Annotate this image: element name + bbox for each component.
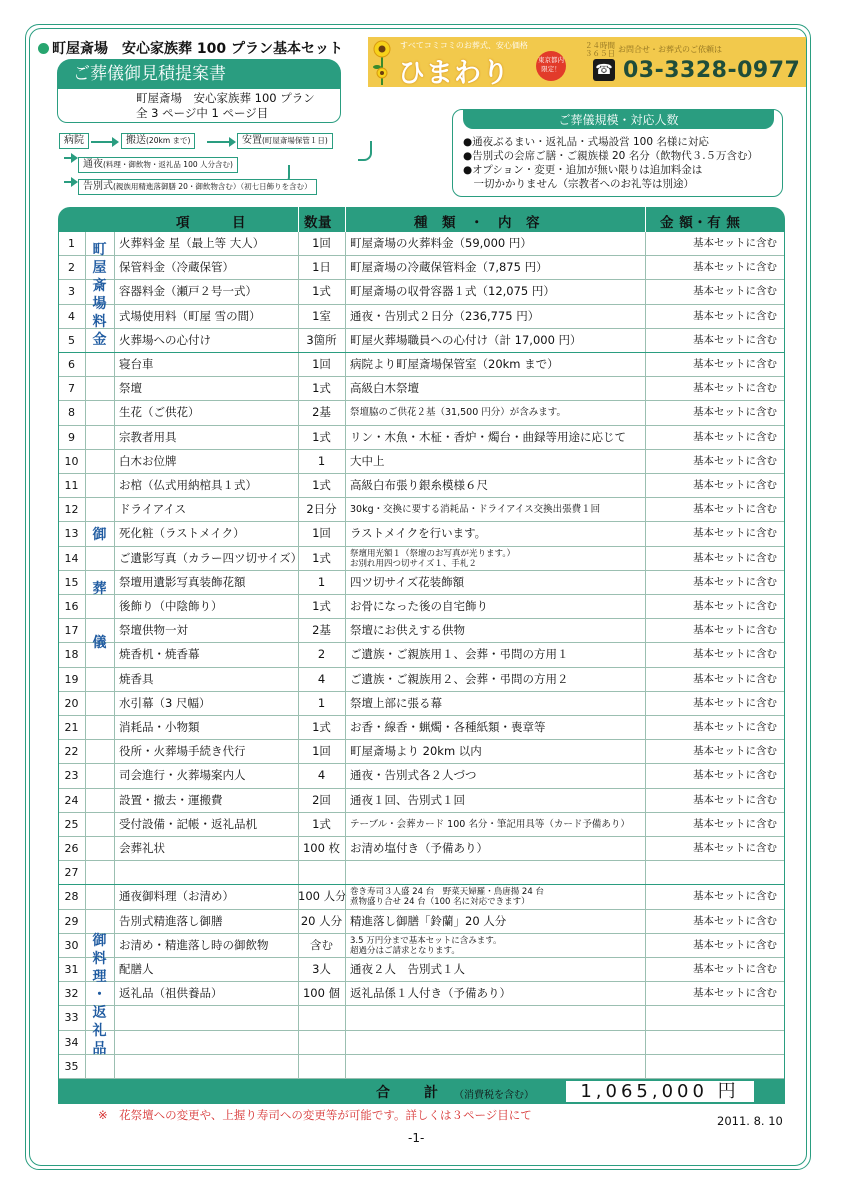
plan-title [38,38,343,58]
item-quantity: 2日分 [306,502,337,517]
left-border [58,232,85,1079]
row-number: 34 [64,1035,79,1049]
table-row [58,1006,785,1030]
item-name [114,1006,298,1030]
item-description: 精進落し御膳「鈴蘭」20 人分 [350,913,507,928]
total-label: 合 計 [376,1085,448,1101]
item-name: 火葬料金 星（最上等 大人） [119,236,265,250]
table-row [58,643,785,667]
table-row [58,401,785,425]
item-name: 通夜御料理（お清め） [119,889,234,904]
flow-arrow-icon [64,157,72,159]
flow-funeral [78,179,317,195]
flow-funeral-label: 告別式 [83,181,113,192]
item-description: 返礼品係１人付き（予備あり） [350,986,511,1001]
item-amount: 基本セットに含む [693,817,777,830]
column-divider [114,232,115,1079]
header-divider [345,207,346,232]
category-label-facility [85,241,114,349]
item-quantity: 20 人分 [300,913,343,928]
row-number: 17 [64,624,79,638]
item-name: ドライアイス [119,502,187,517]
item-description: お骨になった後の自宅飾り [350,599,488,613]
item-quantity: 3箇所 [306,332,337,347]
table-row [58,1031,785,1055]
row-number: 29 [64,914,79,928]
item-description: 町屋斎場の収骨容器１式（12,075 円） [350,284,555,299]
header-divider [645,207,646,232]
item-quantity: 2基 [312,405,331,420]
item-amount: 基本セットに含む [693,624,777,637]
item-quantity: 4 [317,768,326,783]
phone-icon: ☎ [593,59,615,81]
item-amount: 基本セットに含む [693,237,777,249]
item-name: お清め・精進落し時の御飲物 [119,937,269,952]
row-number: 32 [64,987,79,1001]
table-row [58,353,785,377]
table-row [58,1055,785,1079]
item-quantity: 1式 [312,478,331,492]
table-row [58,305,785,329]
row-number: 13 [64,527,79,541]
item-name: 配膳人 [119,962,154,976]
item-description: 高級白木祭壇 [350,381,419,396]
item-name: 水引幕（3 尺幅） [119,695,211,710]
flow-hospital-label: 病院 [64,135,84,146]
item-amount: 基本セットに含む [693,575,777,588]
item-amount: 基本セットに含む [693,963,777,975]
item-name: 会葬礼状 [119,841,165,855]
item-name: 式場使用料（町屋 雪の間） [119,308,261,323]
table-row [58,885,785,909]
item-quantity [298,1006,345,1030]
item-quantity: 1日 [312,260,331,275]
category-label-catering [85,932,114,1058]
item-quantity: 1式 [312,429,331,444]
item-name: 後飾り（中陰飾り） [119,599,223,613]
table-row [58,740,785,764]
item-quantity [298,861,345,885]
brand-tagline: すべてコミコミのお葬式、安心価格 [400,41,528,50]
total-tax-note: （消費税を含む） [454,1090,534,1101]
item-quantity: 1 [317,453,326,468]
tokyo-only-badge [536,51,566,81]
inquiry-label: お問合せ・お葬式のご依頼は [618,45,722,54]
flow-transport [121,133,195,149]
item-amount: 基本セットに含む [693,382,777,395]
item-amount: 基本セットに含む [693,745,777,758]
item-quantity: 1 [317,574,326,589]
item-amount: 基本セットに含む [693,309,777,322]
flow-wake-note: (料理・御飲物・返礼品 100 人分含む) [103,160,233,169]
flow-arrow-icon [207,141,230,143]
row-number: 1 [68,237,75,250]
item-name: 役所・火葬場手続き代行 [119,744,246,759]
row-number: 19 [64,672,79,686]
item-quantity: 含む [310,937,333,952]
sunflower-icon [370,39,394,85]
table-row [58,377,785,401]
item-amount: 基本セットに含む [693,527,777,540]
item-description: 大中上 [350,453,385,468]
item-name: 司会進行・火葬場案内人 [119,768,246,783]
row-number: 9 [68,430,75,444]
item-quantity: 1式 [312,599,331,613]
item-name: 宗教者用具 [119,429,177,444]
item-description [345,1031,645,1055]
table-row [58,910,785,934]
flow-hospital [59,133,89,149]
row-number: 33 [64,1011,79,1025]
row-number: 26 [64,842,79,855]
total-bar [58,1079,785,1104]
item-amount: 基本セットに含む [693,696,777,709]
flow-storage-note: (町屋斎場保管１日) [262,136,328,145]
item-name: 設置・撤去・運搬費 [119,792,223,807]
row-number: 16 [64,600,79,613]
item-description [345,1006,645,1030]
item-amount: 基本セットに含む [693,503,777,516]
flow-funeral-note: (親族用精進落御膳 20・御飲物含む）（初七日飾りを含む） [113,182,312,191]
flow-arrow-icon [64,181,72,183]
hours-24: ２４時間 [585,41,615,50]
section-divider [58,352,785,353]
table-row [58,595,785,619]
badge-text: 東京都内 限定！ [538,56,564,73]
table-row [58,813,785,837]
item-quantity: 1式 [312,381,331,396]
item-description: お香・線香・蝋燭・各種紙類・喪章等 [350,720,546,734]
item-amount: 基本セットに含む [693,793,777,806]
item-quantity: 2回 [312,792,331,807]
row-number: 6 [68,358,75,371]
row-number: 14 [64,551,79,565]
table-row [58,450,785,474]
item-quantity: 100 人分 [298,889,347,904]
document-date: 2011. 8. 10 [717,1114,783,1128]
row-number: 23 [64,769,79,783]
item-name: 祭壇用遺影写真装飾花額 [119,574,246,589]
item-description [345,861,645,885]
row-number: 20 [64,696,79,710]
category-text: 御 葬 儀 [92,527,107,651]
table-row [58,522,785,546]
category-label-funeral [85,526,114,652]
item-name: お棺（仏式用納棺具１式） [119,478,257,492]
column-divider [345,232,346,1079]
item-quantity: 1式 [312,816,331,831]
item-description: ご遺族・ご親族用１、会葬・弔問の方用１ [350,647,569,662]
scale-line: ●オプション・変更・追加が無い限りは追加料金は [463,164,703,176]
scale-box [452,109,783,197]
item-name [114,1055,298,1079]
table-row [58,498,785,522]
flow-storage-label: 安置 [242,135,262,146]
item-quantity [298,1031,345,1055]
item-amount: 基本セットに含む [693,938,777,951]
table-row [58,329,785,353]
item-amount: 基本セットに含む [693,672,777,685]
row-number: 15 [64,575,79,589]
item-description: テーブル・会葬カード 100 名分・筆記用具等（カード予備あり） [350,818,630,830]
row-number: 22 [64,745,79,759]
scale-line: ●通夜ぶるまい・返礼品・式場設営 100 名様に対応 [463,136,709,148]
item-quantity: 1回 [312,357,331,371]
row-number: 5 [68,333,75,347]
item-description: お清め塩付き（予備あり） [350,841,488,855]
item-amount: 基本セットに含む [693,454,777,467]
flow-transport-label: 搬送 [126,135,146,146]
item-name: 祭壇 [119,381,142,396]
item-name: 火葬場への心付け [119,332,211,347]
item-quantity: 1式 [312,720,331,734]
table-row [58,280,785,304]
phone-number[interactable]: 03-3328-0977 [623,58,801,83]
column-divider [298,232,299,1079]
page-number: -1- [408,1131,425,1145]
item-quantity: 4 [317,671,326,686]
table-row [58,837,785,861]
item-description: 町屋斎場の冷蔵保管料金（7,875 円） [350,260,548,275]
item-description: 町屋斎場の火葬料金（59,000 円） [350,236,532,250]
row-number: 28 [64,890,79,904]
header-divider [298,207,299,232]
item-amount: 基本セットに含む [693,406,777,419]
item-name: 焼香具 [119,671,154,686]
item-quantity: 2基 [312,623,331,638]
category-text: 御 料 理 ・ 返 礼 品 [92,933,107,1057]
item-description: ご遺族・ご親族用２、会葬・弔問の方用２ [350,671,569,686]
table-row [58,256,785,280]
table-row [58,619,785,643]
item-quantity: 2 [317,647,326,662]
item-amount: 基本セットに含む [693,358,777,370]
row-number: 11 [64,479,79,492]
flow-wake-label: 通夜 [83,159,103,170]
item-amount: 基本セットに含む [693,261,777,274]
table-row [58,861,785,885]
item-description: 祭壇上部に張る幕 [350,695,442,710]
row-number: 27 [64,866,79,880]
item-name: 死化粧（ラストメイク） [119,526,245,541]
item-amount [645,1006,785,1030]
scale-line: ●告別式の会席ご膳・ご親族様 20 名分（飲物代３.５万含む） [463,150,759,162]
item-name: 受付設備・記帳・返礼品机 [119,816,257,831]
item-description: 通夜・告別式２日分（236,775 円） [350,308,540,323]
row-number: 30 [64,938,79,952]
item-amount: 基本セットに含む [693,721,777,733]
row-number: 18 [64,648,79,662]
flow-wake [78,157,238,173]
bullet-dot-icon [38,43,49,54]
flow-curve-icon [358,141,372,161]
flow-arrow-icon [91,141,113,143]
item-quantity: 100 枚 [302,841,341,855]
item-quantity: 1回 [312,526,331,541]
item-description: 病院より町屋斎場保管室（20km まで） [350,357,559,371]
item-description [345,1055,645,1079]
item-amount: 基本セットに含む [693,479,777,491]
scale-lines [463,135,758,191]
header-qty: 数量 [304,215,332,231]
item-description: 町屋斎場より 20km 以内 [350,744,482,759]
brand-banner [368,37,806,87]
plan-title-text: 町屋斎場 安心家族葬 100 プラン基本セット [52,41,343,57]
item-amount [645,861,785,885]
item-amount: 基本セットに含む [693,987,777,1000]
item-amount: 基本セットに含む [693,842,777,854]
item-description: 巻き寿司３人盛 24 台 野菜天婦羅・鳥唐揚 24 台 煮物盛り合せ 24 台（100 名に対応できます） [350,887,544,908]
item-amount: 基本セットに含む [693,430,777,443]
item-description: 通夜２人 告別式１人 [350,962,465,976]
flow-storage [237,133,333,149]
table-row [58,982,785,1006]
document-title: ご葬儀御見積提案書 [57,59,341,89]
item-amount [645,1055,785,1079]
item-quantity: 1式 [312,550,331,565]
item-description: 町屋火葬場職員への心付け（計 17,000 円） [350,332,582,347]
item-quantity: 1式 [312,284,331,299]
item-description: 通夜１回、告別式１回 [350,792,465,807]
item-amount: 基本セットに含む [693,600,777,612]
row-number: 4 [68,309,75,323]
row-number: 21 [64,721,79,734]
item-name [114,861,298,885]
table-row [58,668,785,692]
item-name: 消耗品・小物類 [119,720,200,734]
table-row [58,716,785,740]
item-description: 祭壇用光額１（祭壇のお写真が光ります。） お別れ用四つ切サイズ１、手札２ [350,548,516,569]
item-amount: 基本セットに含む [693,769,777,782]
row-number: 10 [64,454,79,468]
item-amount: 基本セットに含む [693,285,777,298]
item-name: 焼香机・焼香幕 [119,647,200,662]
table-row [58,958,785,982]
header-amount: 金 額・有 無 [660,215,741,231]
item-description: 高級白布張り銀糸模様６尺 [350,478,488,492]
table-row [58,571,785,595]
item-quantity [298,1055,345,1079]
item-quantity: 1室 [312,308,331,323]
hours-label [585,42,615,58]
brand-name: ひまわり [398,58,510,89]
column-divider [645,232,646,1079]
scale-title: ご葬儀規模・対応人数 [558,113,679,127]
footer-note: ※ 花祭壇への変更や、上握り寿司への変更等が可能です。詳しくは３ページ目にて [98,1108,532,1122]
item-name: ご遺影写真（カラー四ツ切サイズ） [119,550,303,565]
table-row [58,789,785,813]
row-number: 3 [68,285,75,299]
row-number: 8 [68,406,75,420]
table-row [58,692,785,716]
item-name: 保管料金（冷蔵保管） [119,260,234,275]
row-number: 2 [68,261,75,275]
table-row [58,547,785,571]
item-amount: 基本セットに含む [693,551,777,564]
item-description: 祭壇にお供えする供物 [350,623,465,638]
row-number: 24 [64,793,79,807]
item-description: 祭壇脇のご供花２基（31,500 円分）が含みます。 [350,407,567,419]
item-name: 告別式精進落し御膳 [119,913,223,928]
subtitle-line-2: 全 3 ページ中 1 ページ目 [136,106,269,120]
item-name: 容器料金（瀬戸２号一式） [119,284,257,299]
flow-transport-note: (20km まで) [146,136,191,145]
table-row [58,426,785,450]
section-divider [58,884,785,885]
item-name [114,1031,298,1055]
category-text: 町 屋 斎 場 料 金 [92,242,107,348]
item-name: 白木お位牌 [119,453,177,468]
table-row [58,934,785,958]
table-row [58,474,785,498]
total-amount: 1,065,000 円 [566,1081,754,1102]
item-description: リン・木魚・木柾・香炉・燭台・曲録等用途に応じて [350,429,626,444]
item-description: 四ツ切サイズ花装飾額 [350,574,465,589]
hours-365: ３６５日 [585,49,615,58]
item-description: ラストメイクを行います。 [350,526,487,541]
item-description: 30kg・交換に要する消耗品・ドライアイス交換出張費１回 [350,504,601,516]
item-description: 通夜・告別式各２人づつ [350,768,477,783]
item-name: 返礼品（祖供養品） [119,986,223,1001]
item-amount: 基本セットに含む [693,914,777,927]
item-amount: 基本セットに含む [693,890,777,903]
item-amount [645,1031,785,1055]
item-quantity: 3人 [312,962,331,976]
item-name: 祭壇供物一対 [119,623,188,638]
table-header [58,207,785,232]
item-quantity: 1 [317,695,326,710]
item-name: 寝台車 [119,357,154,371]
header-item: 項 目 [176,215,246,231]
subtitle-line-1: 町屋斎場 安心家族葬 100 プラン [136,91,315,105]
item-amount: 基本セットに含む [693,333,777,346]
header-desc: 種 類 ・ 内 容 [414,215,540,231]
row-number: 25 [64,817,79,831]
item-amount: 基本セットに含む [693,648,777,661]
row-number: 35 [64,1059,79,1073]
item-quantity: 1回 [312,236,331,250]
scale-line: 一切かかりません（宗教者へのお礼等は別途） [463,178,694,190]
item-quantity: 1回 [312,744,331,759]
item-quantity: 100 個 [302,986,341,1001]
row-number: 12 [64,503,79,517]
item-description: 3.5 万円分まで基本セットに含みます。 超過分はご請求となります。 [350,935,502,956]
row-number: 7 [68,382,75,396]
row-number: 31 [64,963,79,976]
right-border [784,232,785,1079]
table-row [58,764,785,788]
item-name: 生花（ご供花） [119,405,200,420]
table-row [58,232,785,256]
document-subtitle-box [57,89,341,123]
